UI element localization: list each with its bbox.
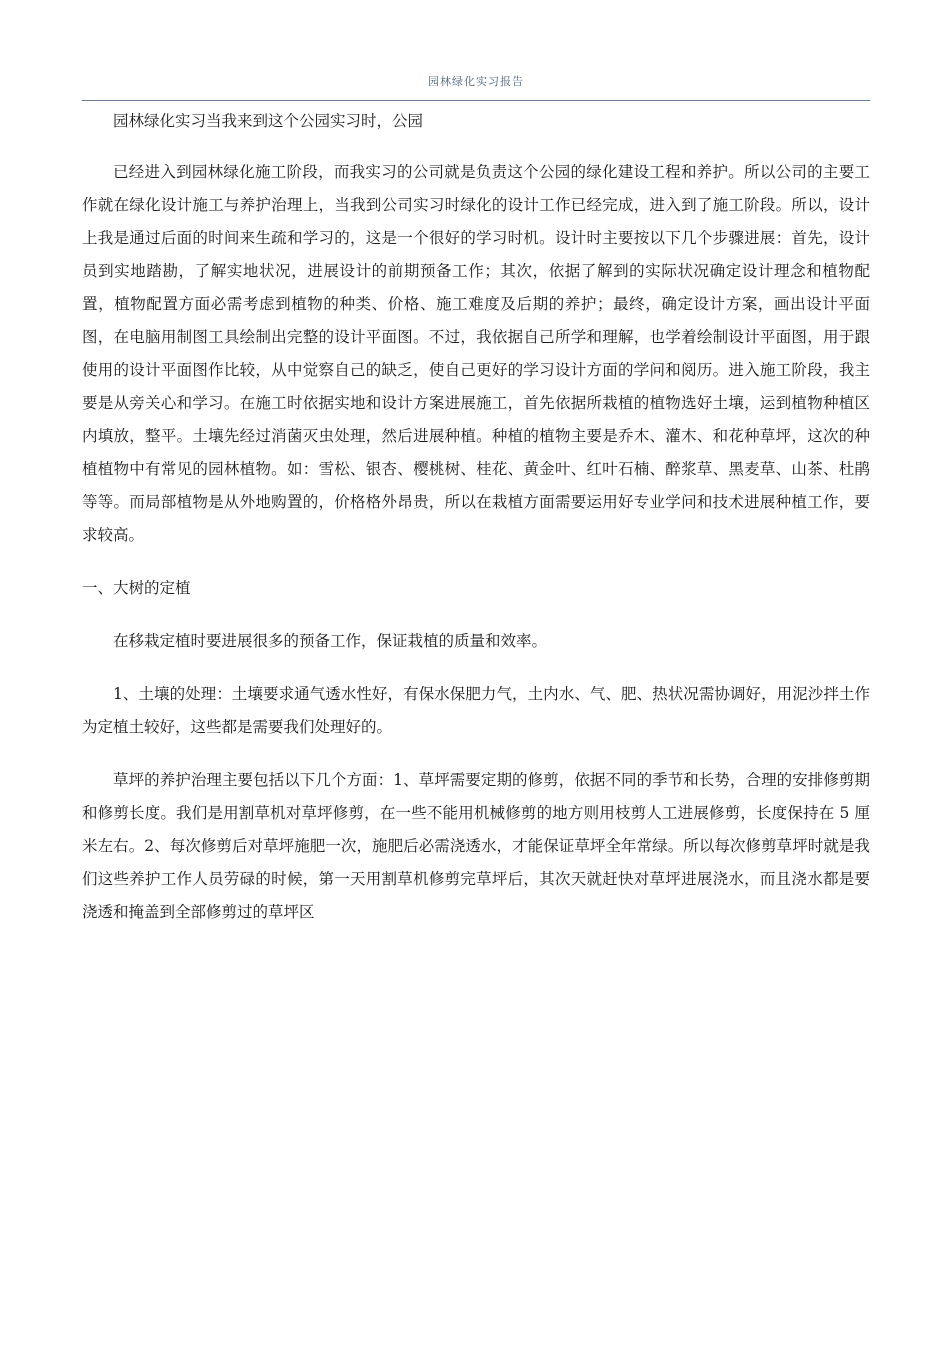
paragraph-lawn-care: 草坪的养护治理主要包括以下几个方面：1、草坪需要定期的修剪，依据不同的季节和长势，合理的安排修剪期和修剪长度。我们是用割草机对草坪修剪，在一些不能用机械修剪的地方则用枝剪人工进展修剪，长度保持在 5 厘米左右。2、每次修剪后对草坪施肥一次，施肥后必需浇透水，才能保证草坪全年常绿。所以每次修剪草坪时就是我们这些养护工作人员劳碌的时候，第一天用割草机修剪完草坪后，其次天就赶快对草坪进展浇水，而且浇水都是要浇透和掩盖到全部修剪过的草坪区 bbox=[82, 771, 870, 921]
section-heading: 一、大树的定植 bbox=[82, 579, 191, 597]
paragraph-intro: 园林绿化实习当我来到这个公园实习时，公园 bbox=[113, 112, 424, 130]
paragraph-preparation: 在移栽定植时要进展很多的预备工作，保证栽植的质量和效率。 bbox=[113, 632, 548, 650]
page-header bbox=[82, 64, 870, 101]
document-body bbox=[82, 105, 870, 929]
paragraph-construction: 已经进入到园林绿化施工阶段，而我实习的公司就是负责这个公园的绿化建设工程和养护。所以公司的主要工作就在绿化设计施工与养护治理上，当我到公司实习时绿化的设计工作已经完成，进入到了施工阶段。所以，设计上我是通过后面的时间来生疏和学习的，这是一个很好的学习时机。设计时主要按以下几个步骤进展：首先，设计员到实地踏勘，了解实地状况，进展设计的前期预备工作；其次，依据了解到的实际状况确定设计理念和植物配置，植物配置方面必需考虑到植物的种类、价格、施工难度及后期的养护；最终，确定设计方案，画出设计平面图，在电脑用制图工具绘制出完整的设计平面图。不过，我依据自己所学和理解，也学着绘制设计平面图，用于跟使用的设计平面图作比较，从中觉察自己的缺乏，使自己更好的学习设计方面的学问和阅历。进入施工阶段，我主要是从旁关心和学习。在施工时依据实地和设计方案进展施工，首先依据所栽植的植物选好土壤，运到植物种植区内填放，整平。土壤先经过消菌灭虫处理，然后进展种植。种植的植物主要是乔木、灌木、和花种草坪，这次的种植植物中有常见的园林植物。如：雪松、银杏、樱桃树、桂花、黄金叶、红叶石楠、醉浆草、黑麦草、山茶、杜鹃等等。而局部植物是从外地购置的，价格格外昂贵，所以在栽植方面需要运用好专业学问和技术进展种植工作，要求较高。 bbox=[82, 163, 870, 544]
paragraph-soil: 1、土壤的处理：土壤要求通气透水性好，有保水保肥力气，土内水、气、肥、热状况需协调好，用泥沙拌土作为定植土较好，这些都是需要我们处理好的。 bbox=[82, 685, 870, 736]
header-title: 园林绿化实习报告 bbox=[428, 75, 524, 88]
